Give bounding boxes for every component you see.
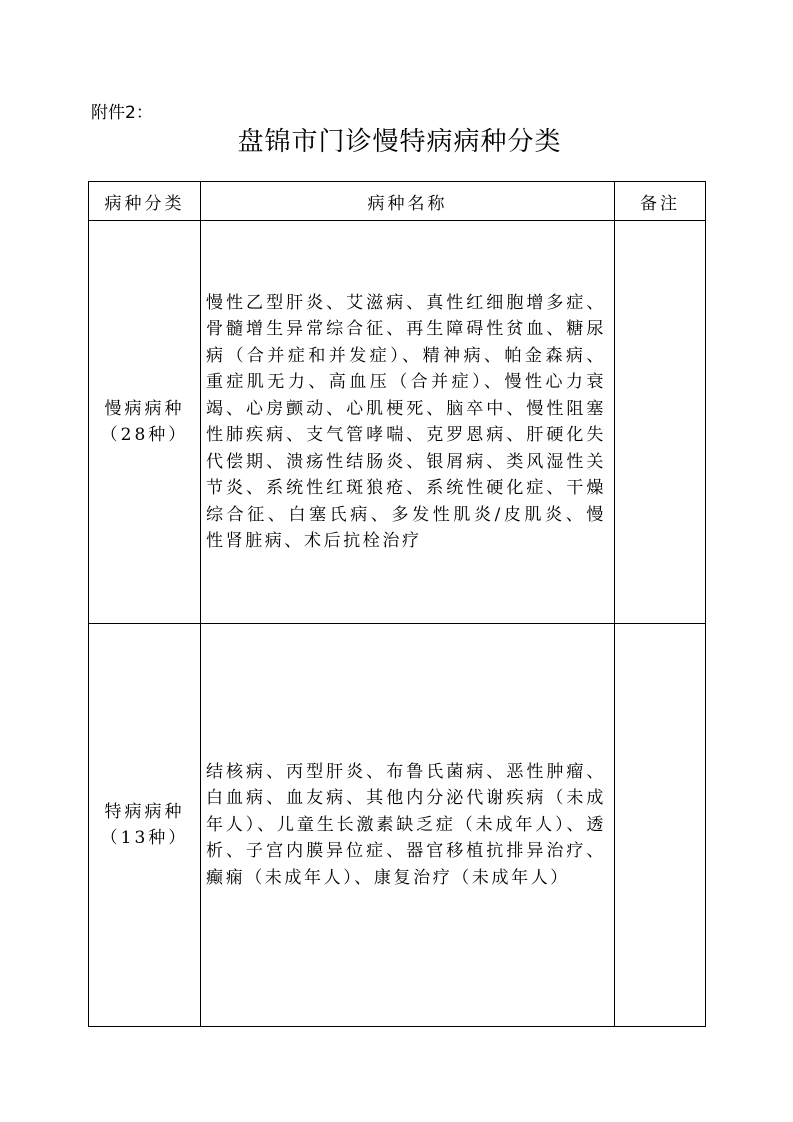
- remarks-cell: [615, 624, 706, 1027]
- table-row-special: [89, 624, 706, 1027]
- category-cell: [89, 221, 201, 624]
- disease-names-cell: 慢性乙型肝炎、艾滋病、真性红细胞增多症、骨髓增生异常综合征、再生障碍性贫血、糖尿病（合并症和并发症）、精神病、帕金森病、重症肌无力、高血压（合并症）、慢性心力衰竭、心房颤动、心肌梗死、脑卒中、慢性阻塞性肺疾病、支气管哮喘、克罗恩病、肝硬化失代偿期、溃疡性结肠炎、银屑病、类风湿性关节炎、系统性红斑狼疮、系统性硬化症、干燥综合征、白塞氏病、多发性肌炎/皮肌炎、慢性肾脏病、术后抗栓治疗: [201, 221, 615, 624]
- category-name: 特病病种: [104, 802, 185, 822]
- category-cell: [89, 624, 201, 1027]
- header-remarks: 备注: [615, 182, 706, 221]
- header-disease-names: 病种名称: [201, 182, 615, 221]
- remarks-cell: [615, 221, 706, 624]
- attachment-label: 附件2：: [91, 103, 153, 123]
- category-name: 慢病病种: [104, 399, 185, 419]
- header-category: 病种分类: [89, 182, 201, 221]
- table-header-row: [89, 182, 706, 221]
- disease-category-table: [88, 181, 706, 1027]
- category-count: （28种）: [100, 425, 189, 445]
- document-title: 盘锦市门诊慢特病病种分类: [237, 127, 562, 157]
- disease-names-cell: 结核病、丙型肝炎、布鲁氏菌病、恶性肿瘤、白血病、血友病、其他内分泌代谢疾病（未成年人）、儿童生长激素缺乏症（未成年人）、透析、子宫内膜异位症、器官移植抗排异治疗、癫痫（未成年人）、康复治疗（未成年人）: [201, 624, 615, 1027]
- table-row-chronic: [89, 221, 706, 624]
- category-count: （13种）: [100, 828, 189, 848]
